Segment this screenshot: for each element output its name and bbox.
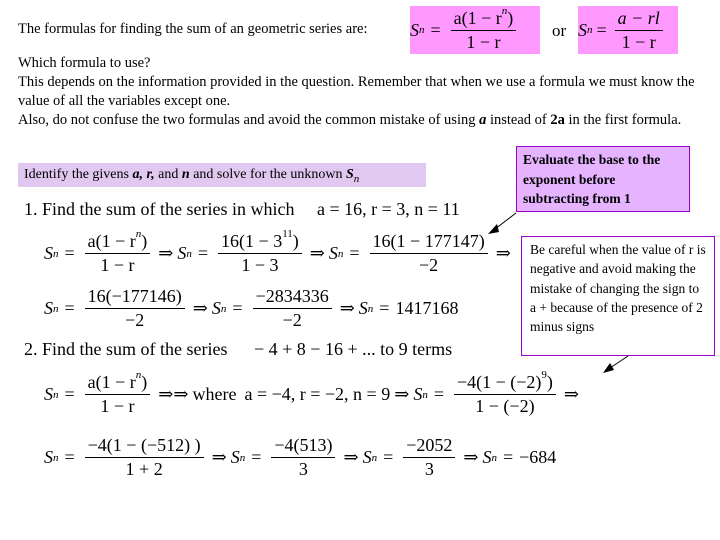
problem2-line1 [44, 369, 583, 417]
p1-step5-num: −2834336 [253, 286, 332, 309]
givens-and: and [154, 167, 182, 182]
s-symbol: S [328, 243, 338, 263]
p1-step3-num: 16(1 − 177147) [370, 231, 488, 254]
formula2-num: a − rl [615, 8, 663, 31]
p1-step4-den: −2 [125, 310, 145, 330]
formula-lhs: S [410, 19, 419, 40]
which-formula-question: Which formula to use? [18, 55, 151, 71]
p1-result: 1417168 [395, 298, 459, 318]
p2-step1-den: 1 − r [100, 396, 135, 416]
equals-sign: = [64, 384, 75, 404]
s-symbol: S [177, 243, 187, 263]
or-label: or [552, 21, 567, 40]
arrow-line-1 [495, 213, 516, 229]
implies-arrow: ⇒ [343, 447, 359, 467]
close-paren: ) [141, 372, 148, 392]
givens-post: and solve for the unknown [189, 167, 346, 182]
givens-S-sub: n [353, 172, 360, 185]
equals-sign: = [349, 243, 360, 263]
p1-step2-fraction [218, 228, 302, 276]
formula2-lhs: S [578, 19, 587, 40]
n-sub: n [239, 451, 246, 464]
arrow-line-2 [610, 356, 628, 368]
p2-step2-sup: 9 [541, 369, 547, 381]
equals-sign: = [197, 243, 209, 263]
p2-step4-fraction [271, 435, 335, 480]
implies-arrow: ⇒ [158, 243, 174, 263]
formula-lhs-sub: n [419, 24, 425, 36]
equals-sign: = [64, 447, 75, 467]
mistake-a: a [479, 112, 487, 128]
p2-step1-num: a(1 − r [87, 372, 136, 392]
formula2-lhs-sub: n [587, 24, 593, 36]
formula-sum-last-term: S n = $\frac{a - rl}{1 - r}$ [578, 6, 678, 54]
formula-num: a(1 − r [453, 7, 502, 28]
problem2-heading-text: 2. Find the sum of the series [24, 339, 228, 359]
p2-step2-fraction [454, 369, 556, 417]
implies-arrow: ⇒ [339, 298, 355, 318]
implies-arrow: ⇒ [563, 384, 579, 404]
close-paren: ) [546, 372, 553, 392]
implies-arrow: ⇒ [463, 447, 479, 467]
givens-pre: Identify the givens [24, 167, 133, 182]
p1-step2-num: 16(1 − 3 [221, 231, 283, 251]
s-symbol: S [230, 447, 240, 467]
givens-a: a, [132, 167, 143, 182]
p1-step4-fraction [85, 286, 185, 331]
formula2-den: 1 − r [621, 31, 656, 52]
mistake-mid: instead of [486, 112, 551, 128]
where-label: where [192, 384, 237, 404]
s-symbol: S [44, 243, 53, 263]
p2-step1-fraction [85, 369, 151, 417]
s-symbol: S [44, 298, 53, 318]
formula-intro-text: The formulas for finding the sum of an geometric series are: [18, 21, 368, 37]
p2-givens: a = −4, r = −2, n = 9 [244, 384, 391, 404]
p2-step5-num: −2052 [403, 435, 455, 458]
n-sub: n [53, 302, 59, 315]
givens-S: S [346, 167, 354, 182]
formula-sup: n [501, 4, 508, 17]
s-symbol: S [413, 384, 423, 404]
p2-step3-den: 1 + 2 [125, 459, 163, 479]
s-symbol: S [44, 447, 53, 467]
problem1-heading [24, 199, 460, 220]
n-sub: n [491, 451, 497, 464]
equals-sign: = [64, 243, 75, 263]
n-sub: n [367, 302, 374, 315]
equals-sign: = [502, 447, 514, 467]
formula-num-end: ) [507, 7, 514, 28]
equals-sign: = [433, 384, 444, 404]
p1-step1-fraction [85, 228, 151, 276]
implies-arrow: ⇒ [495, 243, 511, 263]
equals-sign: = [64, 298, 75, 318]
p1-step1-den: 1 − r [100, 255, 135, 275]
n-sub: n [53, 451, 59, 464]
p2-step3-fraction [85, 435, 204, 480]
n-sub: n [53, 388, 59, 401]
n-sub: n [220, 302, 227, 315]
s-symbol: S [362, 447, 372, 467]
equals-sign: = [379, 298, 390, 318]
givens-n: n [181, 167, 190, 182]
formula-sum-first-term: S n = $\frac{a(1 - r^n)}{1 - r}$ [410, 6, 540, 54]
implies-arrow: ⇒ [309, 243, 325, 263]
implies-arrow: ⇒ [173, 384, 189, 404]
equals-sign: = [232, 298, 243, 318]
mistake-pre: Also, do not confuse the two formulas and avoid the common mistake of using [18, 112, 480, 128]
p1-step2-sup: 11 [282, 228, 293, 240]
problem2-line2 [44, 435, 556, 480]
p2-step4-num: −4(513) [271, 435, 335, 458]
s-symbol: S [211, 298, 221, 318]
mistake-post: in the first formula. [564, 112, 682, 128]
p1-step5-fraction [253, 286, 332, 331]
p1-step1-sup: n [135, 228, 142, 240]
problem1-line2 [44, 286, 458, 331]
givens-r: r, [146, 167, 155, 182]
n-sub: n [53, 247, 59, 260]
n-sub: n [186, 247, 192, 260]
close-paren: ) [292, 231, 299, 251]
problem2-series: − 4 + 8 − 16 + ... to 9 terms [253, 339, 453, 359]
p1-step3-fraction [370, 231, 488, 276]
implies-arrow: ⇒ [394, 384, 410, 404]
implies-arrow: ⇒ [158, 384, 174, 404]
arrowhead-2 [603, 363, 614, 373]
p2-step4-den: 3 [298, 459, 308, 479]
s-symbol: S [482, 447, 492, 467]
evaluate-base-callout: Evaluate the base to the exponent before subtracting from 1 [516, 146, 690, 212]
n-sub: n [371, 451, 378, 464]
n-sub: n [422, 388, 428, 401]
implies-arrow: ⇒ [211, 447, 227, 467]
close-paren: ) [141, 231, 148, 251]
information-paragraph: This depends on the information provided in the question. Remember that when we use a formula we must know the value of all the variables except one. [18, 74, 695, 109]
p2-step5-den: 3 [424, 459, 434, 479]
p1-step1-num: a(1 − r [87, 231, 136, 251]
problem1-line1 [44, 228, 515, 276]
p1-step4-num: 16(−177146) [85, 286, 185, 309]
mistake-2a: 2a [550, 112, 565, 128]
p2-result: −684 [519, 447, 557, 467]
equals-sign: = [383, 447, 394, 467]
careful-negative-callout: Be careful when the value of r is negative and avoid making the mistake of changing the sign to a + because of the presence of 2 minus signs [521, 236, 715, 356]
problem1-givens: a = 16, r = 3, n = 11 [316, 199, 460, 219]
formula-den: 1 − r [466, 31, 501, 52]
p1-step2-den: 1 − 3 [241, 255, 279, 275]
p2-step2-num: −4(1 − (−2) [456, 372, 542, 392]
implies-arrow: ⇒ [192, 298, 208, 318]
p1-step3-den: −2 [419, 255, 439, 275]
s-symbol: S [358, 298, 368, 318]
p2-step1-sup: n [135, 369, 142, 381]
p1-step5-den: −2 [282, 310, 302, 330]
n-sub: n [337, 247, 344, 260]
equals-sign: = [251, 447, 262, 467]
p2-step3-num: −4(1 − (−512) ) [85, 435, 204, 458]
p2-step2-den: 1 − (−2) [475, 396, 535, 416]
problem1-heading-text: 1. Find the sum of the series in which [24, 199, 295, 219]
p2-step5-fraction [403, 435, 455, 480]
problem2-heading [24, 339, 452, 360]
s-symbol: S [44, 384, 53, 404]
